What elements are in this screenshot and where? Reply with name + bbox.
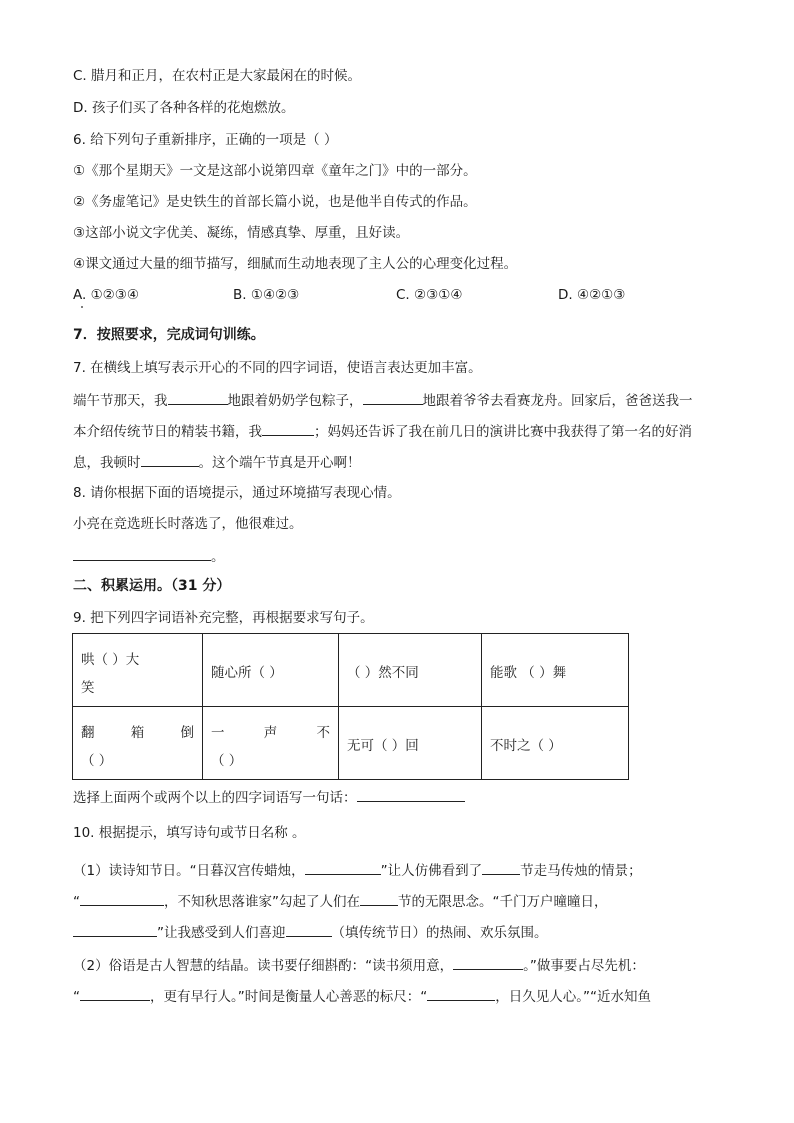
option-d: D. 孩子们买了各种各样的花炮燃放。 — [73, 100, 295, 116]
q10-text: 节走马传烛的情景； — [520, 863, 642, 879]
q10-text: ，不知秋思落谁家”勾起了人们在 — [164, 894, 360, 910]
q6-option-b[interactable]: B. ①④②③ — [233, 287, 300, 303]
q9-sentence-line — [73, 787, 465, 808]
cell-text: （ ） — [81, 753, 113, 769]
q8-context: 小亮在竞选班长时落选了，他很难过。 — [73, 516, 303, 532]
q10-blank[interactable] — [80, 891, 164, 906]
q7-text: 地跟着爷爷去看赛龙舟。回家后，爸爸送我一 — [422, 393, 693, 409]
cell-text: 哄（ ）大 — [81, 652, 140, 668]
q10-text: ，更有早行人。”时间是衡量人心善恶的标尺：“ — [150, 989, 428, 1005]
q10-blank[interactable] — [80, 986, 150, 1001]
cell-text: 倒 — [180, 725, 194, 741]
q9-after: 选择上面两个或两个以上的四字词语写一句话： — [73, 790, 357, 806]
q7-stem: 7. 在横线上填写表示开心的不同的四字词语，使语言表达更加丰富。 — [73, 360, 482, 376]
cell-text: （ ） — [211, 753, 243, 769]
q10-blank[interactable] — [73, 922, 157, 937]
q7-blank-4[interactable] — [141, 452, 199, 467]
table-cell[interactable] — [73, 707, 203, 780]
q10-line-2 — [73, 891, 608, 912]
q7-blank-3[interactable] — [262, 421, 314, 436]
table-row — [73, 634, 629, 707]
q7-text: 地跟着奶奶学包粽子， — [227, 393, 363, 409]
section-2-heading: 二、积累运用。（31 分） — [73, 578, 231, 594]
q8-end: 。 — [211, 549, 225, 565]
cell-text: 无可（ ）回 — [347, 738, 419, 754]
q6-option-c[interactable]: C. ②③①④ — [396, 287, 463, 303]
table-cell[interactable] — [339, 634, 482, 707]
q7-text: 本介绍传统节日的精装书籍，我 — [73, 424, 262, 440]
q10-text: 。”做事要占尽先机： — [523, 958, 645, 974]
q10-line-3 — [73, 922, 548, 943]
table-cell[interactable] — [339, 707, 482, 780]
cell-text: 翻 — [81, 725, 95, 741]
q8-stem: 8. 请你根据下面的语境提示，通过环境描写表现心情。 — [73, 485, 401, 501]
q10-blank[interactable] — [360, 891, 398, 906]
q10-text: ”让人仿佛看到了 — [380, 863, 483, 879]
cell-text: 不时之（ ） — [490, 738, 562, 754]
q7-text: 端午节那天，我 — [73, 393, 168, 409]
cell-text: （ ）然不同 — [347, 665, 419, 681]
q6-stem: 6. 给下列句子重新排序，正确的一项是（ ） — [73, 132, 338, 148]
table-cell[interactable] — [203, 707, 339, 780]
q9-blank[interactable] — [357, 787, 465, 802]
cell-text: 不 — [316, 725, 330, 741]
table-cell[interactable] — [73, 634, 203, 707]
section-7-heading: 7．按照要求，完成词句训练。 — [73, 327, 265, 343]
q6-sentence-2: ②《务虚笔记》是史铁生的首部长篇小说，也是他半自传式的作品。 — [73, 194, 477, 210]
q10-line-4 — [73, 955, 645, 976]
q10-text: （2）俗语是古人智慧的结晶。读书要仔细斟酌：“读书须用意， — [73, 958, 454, 974]
q7-text: ；妈妈还告诉了我在前几日的演讲比赛中我获得了第一名的好消 — [314, 424, 692, 440]
q10-text: “ — [73, 894, 80, 910]
q7-text: 。这个端午节真是开心啊！ — [198, 455, 361, 471]
q10-text: 节的无限思念。“千门万户曈曈日， — [398, 894, 608, 910]
q6-sentence-3: ③这部小说文字优美、凝练，情感真挚、厚重，且好读。 — [73, 225, 410, 241]
q7-blank-2[interactable] — [363, 390, 423, 405]
table-row — [73, 707, 629, 780]
q8-blank[interactable] — [73, 546, 211, 561]
table-cell[interactable] — [482, 634, 629, 707]
q7-text: 息，我顿时 — [73, 455, 141, 471]
q10-stem: 10. 根据提示，填写诗句或节日名称 。 — [73, 825, 306, 841]
q7-line-1 — [73, 390, 693, 411]
q7-line-2 — [73, 421, 692, 442]
cell-text: 笑 — [81, 680, 95, 696]
table-cell[interactable] — [203, 634, 339, 707]
q10-line-1 — [73, 860, 642, 881]
table-cell[interactable] — [482, 707, 629, 780]
q9-word-table — [72, 633, 629, 780]
q8-answer-line — [73, 546, 225, 567]
cell-text: 箱 — [130, 725, 145, 741]
q10-text: ”让我感受到人们喜迎 — [157, 925, 286, 941]
cell-text: 声 — [263, 725, 278, 741]
stray-dot — [81, 306, 83, 308]
cell-text: 一 — [211, 725, 225, 741]
q10-blank[interactable] — [286, 922, 332, 937]
q6-option-a[interactable]: A. ①②③④ — [73, 287, 139, 303]
cell-text: 随心所（ ） — [211, 665, 283, 681]
q7-line-3 — [73, 452, 361, 473]
q10-text: ，日久见人心。”“近水知鱼 — [495, 989, 651, 1005]
q10-text: “ — [73, 989, 80, 1005]
q10-blank[interactable] — [305, 860, 381, 875]
q10-text: （填传统节日）的热闹、欢乐氛围。 — [331, 925, 548, 941]
option-c: C. 腊月和正月，在农村正是大家最闲在的时候。 — [73, 68, 362, 84]
q6-option-d[interactable]: D. ④②①③ — [558, 287, 626, 303]
q6-sentence-1: ①《那个星期天》一文是这部小说第四章《童年之门》中的一部分。 — [73, 163, 477, 179]
q10-text: （1）读诗知节日。“日暮汉宫传蜡烛， — [73, 863, 305, 879]
q7-blank-1[interactable] — [168, 390, 228, 405]
q10-blank[interactable] — [427, 986, 495, 1001]
q10-blank[interactable] — [482, 860, 520, 875]
q10-blank[interactable] — [453, 955, 523, 970]
cell-text: 能歌 （ ）舞 — [490, 665, 567, 681]
q10-line-5 — [73, 986, 651, 1007]
q6-options — [73, 285, 653, 305]
q6-sentence-4: ④课文通过大量的细节描写，细腻而生动地表现了主人公的心理变化过程。 — [73, 256, 518, 272]
q9-stem: 9. 把下列四字词语补充完整，再根据要求写句子。 — [73, 610, 374, 626]
